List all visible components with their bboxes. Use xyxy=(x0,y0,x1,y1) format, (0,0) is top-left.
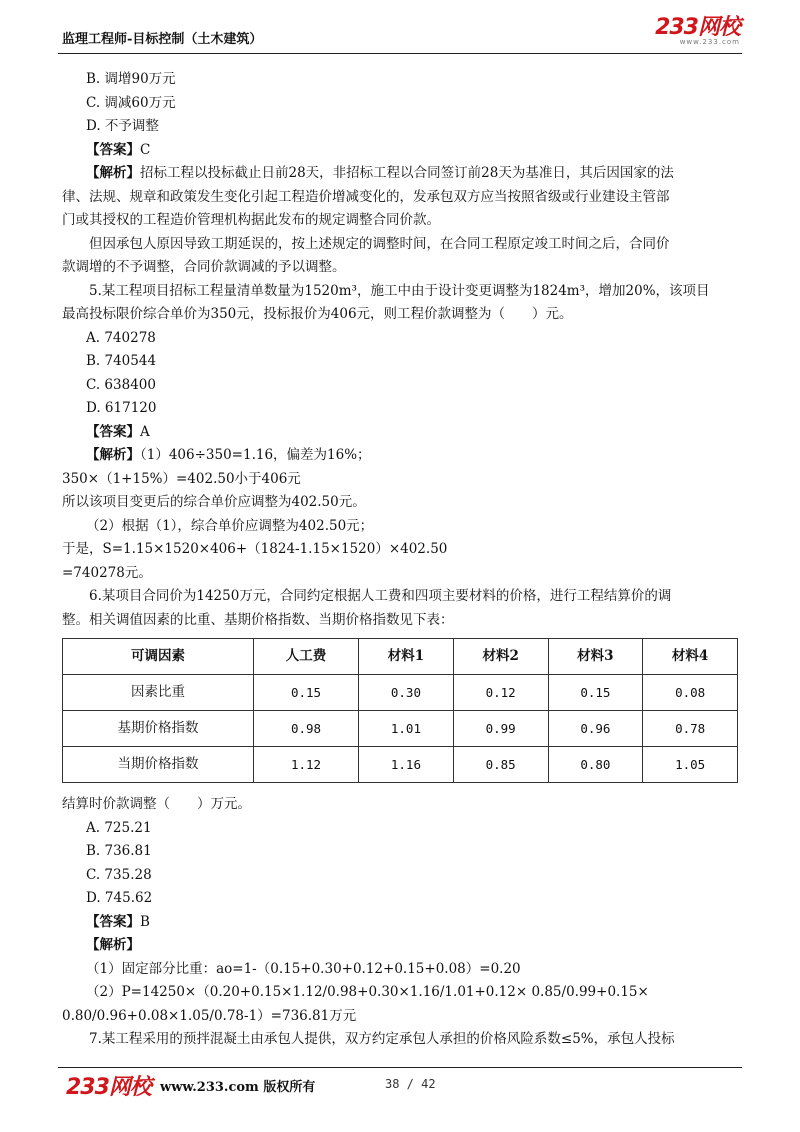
page-number: 38 / 42 xyxy=(385,1077,436,1091)
table-header-cell: 材料2 xyxy=(453,639,548,675)
answer-label: 【答案】 xyxy=(86,913,140,930)
q4-option-b: B. 调增90万元 xyxy=(86,71,176,87)
q4-analysis-line: 门或其授权的工程造价管理机构据此发布的规定调整合同价款。 xyxy=(62,212,440,228)
q5-analysis-line: 于是，S=1.15×1520×406+（1824-1.15×1520）×402.50 xyxy=(62,541,448,557)
q5-stem-line: 5.某工程项目招标工程量清单数量为1520m³，施工中由于设计变更调整为1824m³，增加20%，该项目 xyxy=(89,282,710,299)
footer-copyright: www.233.com 版权所有 xyxy=(160,1080,316,1095)
q6-question-line: 结算时价款调整（ ）万元。 xyxy=(62,796,251,812)
price-index-table xyxy=(62,638,738,783)
q4-analysis-line xyxy=(62,162,742,186)
table-cell: 0.85 xyxy=(453,747,548,783)
q5-analysis-line: 350×（1+15%）=402.50小于406元 xyxy=(62,470,301,487)
table-header-cell: 人工费 xyxy=(254,639,359,675)
q5-analysis-line: =740278元。 xyxy=(62,564,152,581)
q6-stem-line: 整。相关调值因素的比重、基期价格指数、当期价格指数见下表： xyxy=(62,611,454,628)
q6-option-b: B. 736.81 xyxy=(86,843,152,859)
q6-answer xyxy=(62,911,742,935)
q5-option-b: B. 740544 xyxy=(86,353,157,369)
q5-option-a: A. 740278 xyxy=(86,329,156,346)
q6-option-c: C. 735.28 xyxy=(86,866,152,883)
q5-answer xyxy=(62,421,742,445)
table-header-row xyxy=(63,639,738,675)
table-cell: 0.78 xyxy=(643,711,738,747)
table-row-label: 当期价格指数 xyxy=(63,747,254,783)
logo-text: 233网校 xyxy=(655,15,740,40)
q4-extra-line: 但因承包人原因导致工期延误的，按上述规定的调整时间，在合同工程原定竣工时间之后，合同价 xyxy=(89,235,670,252)
answer-value: A xyxy=(140,423,150,440)
answer-value: B xyxy=(140,913,150,930)
analysis-label: 【解析】 xyxy=(86,447,140,463)
answer-value: C xyxy=(140,141,151,158)
table-cell: 0.98 xyxy=(254,711,359,747)
table-row xyxy=(63,747,738,783)
table-cell: 1.05 xyxy=(643,747,738,783)
q4-analysis-line: 律、法规、规章和政策发生变化引起工程造价增减变化的，发承包双方应当按照省级或行业建设主管部 xyxy=(62,188,670,205)
site-logo[interactable] xyxy=(655,16,740,46)
document-header-title: 监理工程师-目标控制（土木建筑） xyxy=(62,32,263,47)
q5-analysis-line: （2）根据（1），综合单价应调整为402.50元； xyxy=(86,517,374,534)
table-header-cell: 材料1 xyxy=(359,639,454,675)
q5-analysis-line: 所以该项目变更后的综合单价应调整为402.50元。 xyxy=(62,494,366,510)
q5-option-c: C. 638400 xyxy=(86,376,156,393)
q6-analysis-line: （1）固定部分比重：ao=1-（0.15+0.30+0.12+0.15+0.08）=0.20 xyxy=(86,960,521,977)
analysis-text: 招标工程以投标截止日前28天，非招标工程以合同签订前28天为基准日，其后因国家的法 xyxy=(140,165,674,181)
q4-option-c: C. 调减60万元 xyxy=(86,94,176,111)
header-divider xyxy=(58,53,742,54)
table-header-cell: 可调因素 xyxy=(63,639,254,675)
table-row-label: 基期价格指数 xyxy=(63,711,254,747)
table-row xyxy=(63,711,738,747)
table-cell: 0.15 xyxy=(254,675,359,711)
q6-option-d: D. 745.62 xyxy=(86,890,153,906)
table-cell: 0.80 xyxy=(548,747,643,783)
table-cell: 0.12 xyxy=(453,675,548,711)
q6-option-a: A. 725.21 xyxy=(86,819,152,836)
footer-divider xyxy=(58,1067,742,1068)
document-content xyxy=(62,68,742,1052)
price-index-table-wrapper xyxy=(62,638,742,783)
q4-extra-line: 款调增的不予调整，合同价款调减的予以调整。 xyxy=(62,259,346,275)
analysis-text: （1）406÷350=1.16，偏差为16%； xyxy=(140,447,371,463)
q4-option-d: D. 不予调整 xyxy=(86,118,159,134)
table-cell: 0.30 xyxy=(359,675,454,711)
q6-analysis-line: 0.80/0.96+0.08×1.05/0.78-1）=736.81万元 xyxy=(62,1007,357,1024)
q4-answer xyxy=(62,139,742,163)
table-row xyxy=(63,675,738,711)
footer-logo[interactable]: 233网校 xyxy=(66,1075,151,1100)
table-cell: 1.01 xyxy=(359,711,454,747)
table-header-cell: 材料4 xyxy=(643,639,738,675)
table-cell: 0.96 xyxy=(548,711,643,747)
q5-analysis-line xyxy=(62,444,742,468)
table-cell: 0.99 xyxy=(453,711,548,747)
table-header-cell: 材料3 xyxy=(548,639,643,675)
q7-stem-line: 7.某工程采用的预拌混凝土由承包人提供，双方约定承包人承担的价格风险系数≤5%，承包人投标 xyxy=(89,1031,675,1047)
analysis-label: 【解析】 xyxy=(86,165,140,181)
q6-stem-line: 6.某项目合同价为14250万元，合同约定根据人工费和四项主要材料的价格，进行工程结算价的调 xyxy=(89,588,672,604)
q6-analysis-line: （2）P=14250×（0.20+0.15×1.12/0.98+0.30×1.16/1.01+0.12× 0.85/0.99+0.15× xyxy=(86,984,649,1000)
q6-analysis-label: 【解析】 xyxy=(86,937,140,953)
table-row-label: 因素比重 xyxy=(63,675,254,711)
table-cell: 1.16 xyxy=(359,747,454,783)
answer-label: 【答案】 xyxy=(86,423,140,440)
answer-label: 【答案】 xyxy=(86,141,140,158)
q5-option-d: D. 617120 xyxy=(86,400,157,416)
q5-stem-line: 最高投标限价综合单价为350元，投标报价为406元，则工程价款调整为（ ）元。 xyxy=(62,306,573,322)
table-cell: 0.08 xyxy=(643,675,738,711)
table-cell: 0.15 xyxy=(548,675,643,711)
table-cell: 1.12 xyxy=(254,747,359,783)
logo-url: www.233.com xyxy=(679,38,740,46)
